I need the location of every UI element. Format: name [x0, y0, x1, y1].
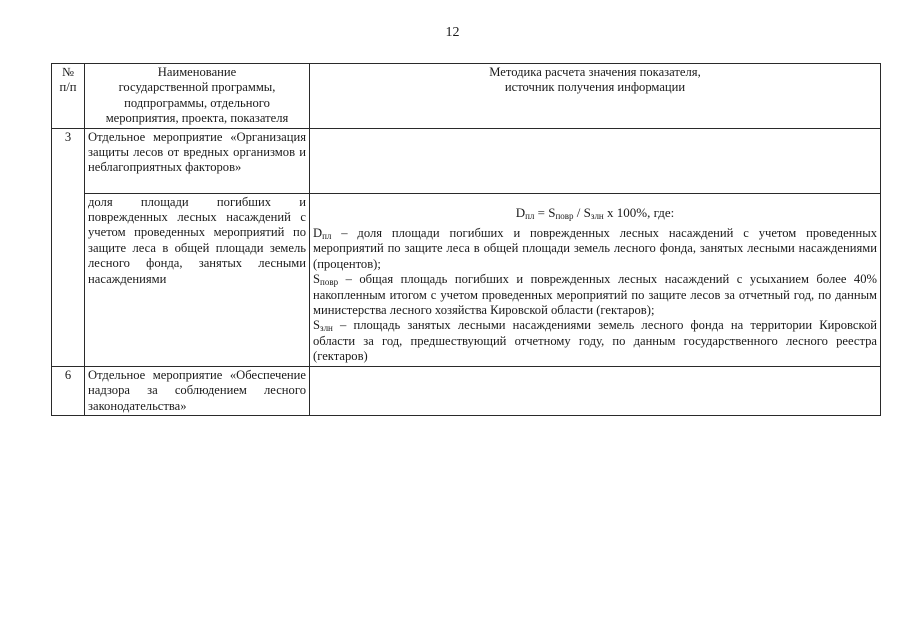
row-name-6: Отдельное мероприятие «Обеспечение надзора за соблюдением лесного законодательства» [85, 366, 310, 415]
table-header-row [52, 64, 881, 129]
row-name-3: Отдельное мероприятие «Организация защиты лесов от вредных организмов и неблагоприятных факторов» [85, 128, 310, 193]
def-symbol: D [313, 226, 323, 241]
table-row [52, 193, 881, 366]
row-method-3-empty [310, 128, 881, 193]
def-symbol-sub: злн [320, 323, 333, 334]
indicator-formula [313, 205, 877, 220]
formula-div: / S [573, 204, 591, 220]
header-name-cell [85, 64, 310, 129]
formula-lhs-sub: пл [525, 210, 535, 221]
formula-tail: x 100%, где: [603, 204, 675, 220]
header-method-cell [310, 64, 881, 129]
header-name-line: мероприятия, проекта, показателя [105, 111, 289, 126]
header-name-line: государственной программы, [118, 80, 276, 95]
formula-s2-sub: злн [590, 210, 604, 221]
header-method-line: Методика расчета значения показателя, [489, 65, 701, 79]
table-row [52, 366, 881, 415]
def-text: – площадь занятых лесными насаждениями земель лесного фонда на территории Кировской области за год, предшествующий отчетному году, по данным государственного лесного реестра (гектаров) [313, 318, 877, 364]
header-name-line: подпрограммы, отдельного [124, 95, 270, 110]
formula-s1-sub: повр [555, 210, 574, 221]
formula-eq: = S [534, 204, 556, 220]
def-symbol: S [313, 318, 321, 333]
row-number-6: 6 [52, 366, 85, 415]
definition-s-zln [313, 318, 877, 364]
header-number-line2: п/п [59, 80, 77, 95]
def-symbol-sub: повр [320, 277, 339, 288]
header-number-cell [52, 64, 85, 129]
formula-lhs: D [515, 204, 526, 220]
page-number: 12 [445, 25, 460, 40]
definition-d [313, 226, 877, 272]
def-text: – доля площади погибших и поврежденных лесных насаждений с учетом проведенных мероприятий по защите леса в общей площади земель лесного фонда, занятых лесными насаждениями (процентов); [313, 226, 877, 271]
row-method-6-empty [310, 366, 881, 415]
def-symbol: S [313, 272, 321, 287]
table-row [52, 128, 881, 193]
def-symbol-sub: пл [322, 231, 332, 242]
header-name-line: Наименование [157, 65, 237, 79]
definition-s-povr [313, 272, 877, 318]
indicator-name: доля площади погибших и поврежденных лесных насаждений с учетом проведенных мероприятий по защите леса в общей площади земель лесного фонда, занятых лесными насаждениями [85, 193, 310, 366]
header-number-line1: № [61, 65, 75, 79]
def-text: – общая площадь погибших и поврежденных лесных насаждений с усыханием более 40% накопленным итогом с учетом проведенных мероприятий по защите лесов за отчетный год, по данным министерства лесного хозяйства Кировской области (гектаров); [313, 272, 877, 318]
indicator-table [51, 63, 881, 416]
indicator-method [310, 193, 881, 366]
row-number-3: 3 [52, 128, 85, 366]
header-method-line: источник получения информации [504, 80, 686, 95]
